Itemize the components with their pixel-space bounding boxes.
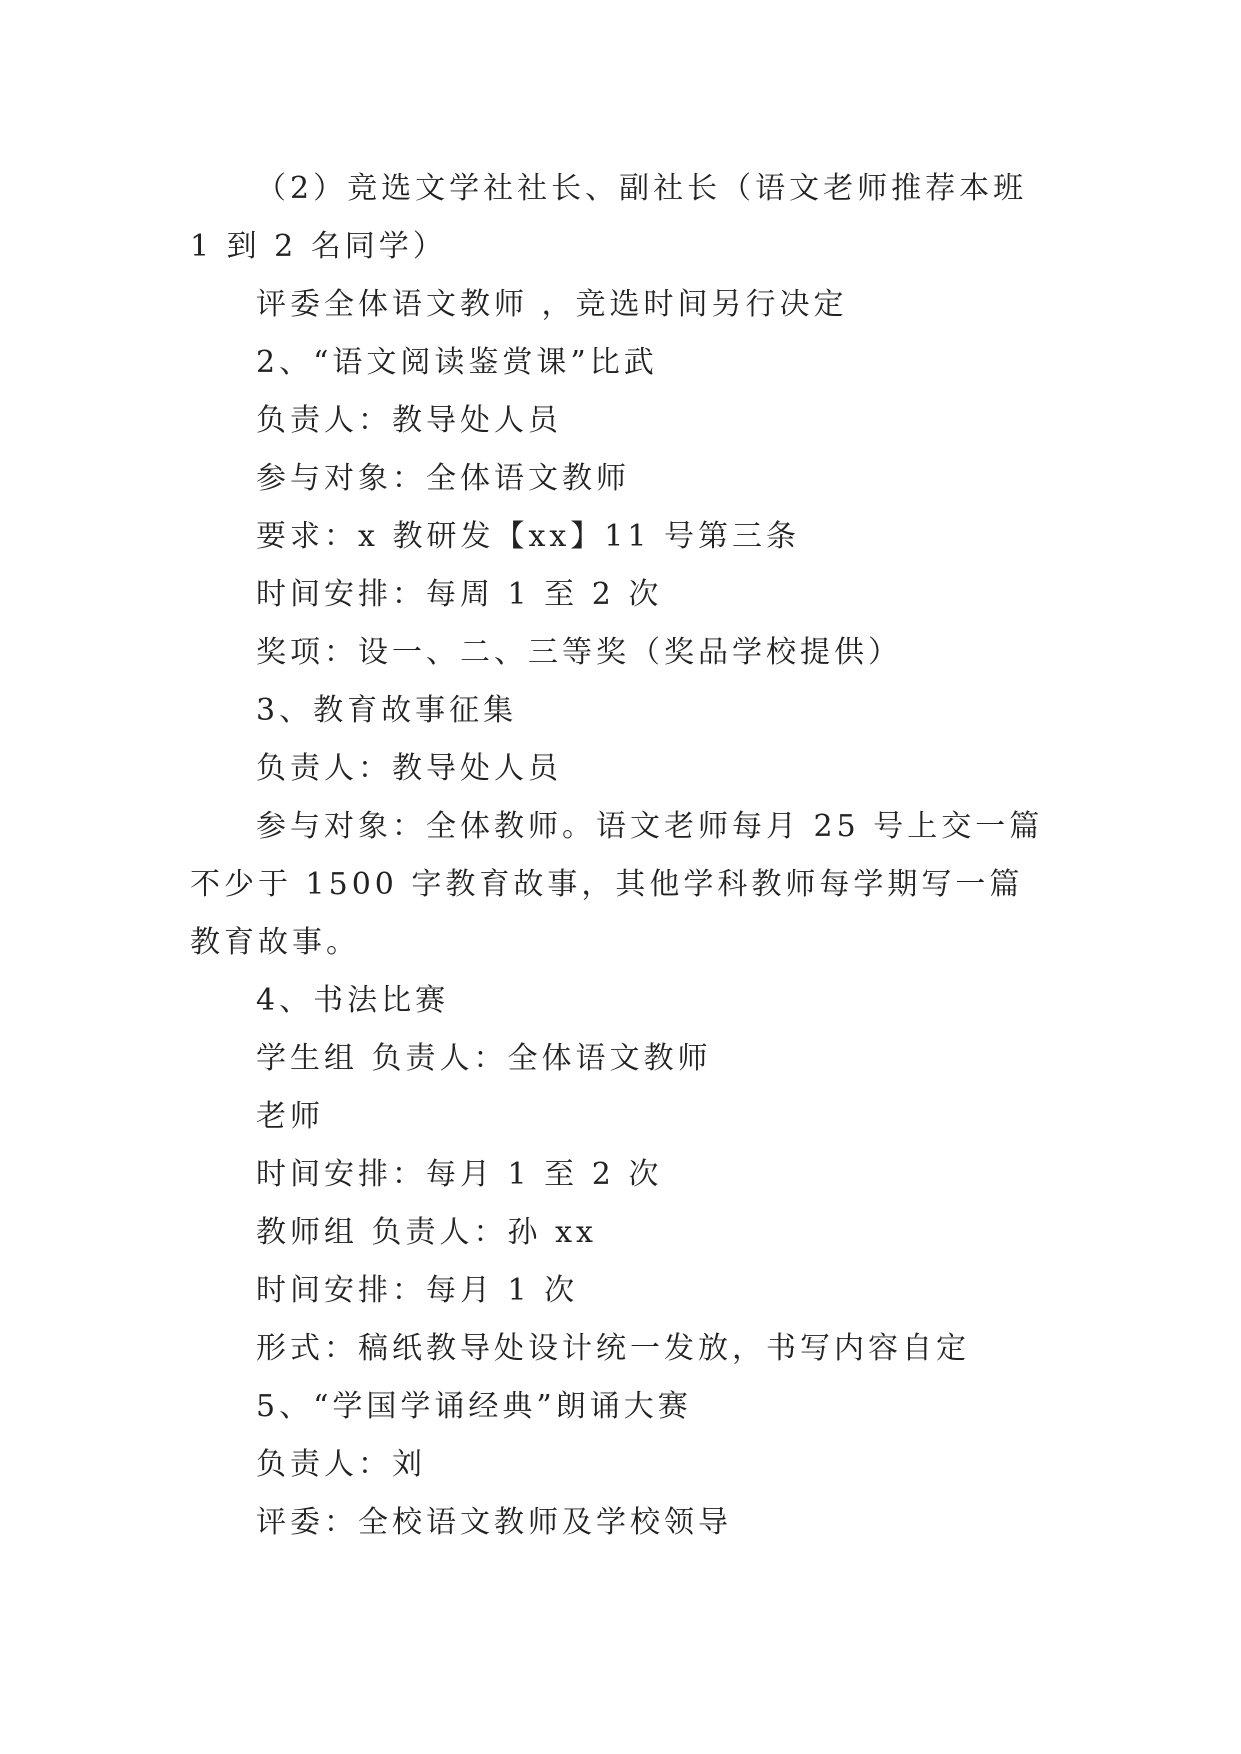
- paragraph-section-5-judges: 评委：全校语文教师及学校领导: [256, 1505, 732, 1540]
- paragraph-section-3-heading: 3、教育故事征集: [256, 693, 518, 728]
- paragraph-section-2-heading: 2、“语文阅读鉴赏课”比武: [256, 345, 658, 380]
- paragraph-student-group-owner: 学生组 负责人：全体语文教师: [256, 1041, 712, 1076]
- paragraph-section-4-format: 形式：稿纸教导处设计统一发放，书写内容自定: [256, 1331, 970, 1366]
- paragraph-teacher-group-schedule: 时间安排：每月 1 次: [256, 1273, 579, 1308]
- paragraph-section-2-participants: 参与对象：全体语文教师: [256, 461, 630, 496]
- paragraph-section-5-heading: 5、“学国学诵经典”朗诵大赛: [256, 1389, 692, 1424]
- paragraph-section-5-owner: 负责人：刘: [256, 1447, 426, 1482]
- paragraph-judges-note: 评委全体语文教师 ，竞选时间另行决定: [256, 287, 848, 322]
- paragraph-section-2-requirement: 要求：x 教研发【xx】11 号第三条: [256, 519, 801, 554]
- paragraph-campaign-club-leader: （2）竞选文学社社长、副社长（语文老师推荐本班 1 到 2 名同学）: [190, 171, 1028, 264]
- paragraph-teacher-group-owner: 教师组 负责人：孙 xx: [256, 1215, 597, 1250]
- paragraph-section-3-owner: 负责人：教导处人员: [256, 751, 562, 786]
- paragraph-section-3-participants: 参与对象：全体教师。语文老师每月 25 号上交一篇不少于 1500 字教育故事，其他学科教师每学期写一篇教育故事。: [190, 809, 1044, 960]
- paragraph-section-2-owner: 负责人：教导处人员: [256, 403, 562, 438]
- document-body: [190, 160, 1048, 1552]
- paragraph-section-2-schedule: 时间安排：每周 1 至 2 次: [256, 577, 663, 612]
- paragraph-student-group-schedule: 时间安排：每月 1 至 2 次: [256, 1157, 663, 1192]
- paragraph-teacher-line: 老师: [256, 1099, 324, 1134]
- paragraph-section-2-awards: 奖项：设一、二、三等奖（奖品学校提供）: [256, 635, 902, 670]
- paragraph-section-4-heading: 4、书法比赛: [256, 983, 450, 1018]
